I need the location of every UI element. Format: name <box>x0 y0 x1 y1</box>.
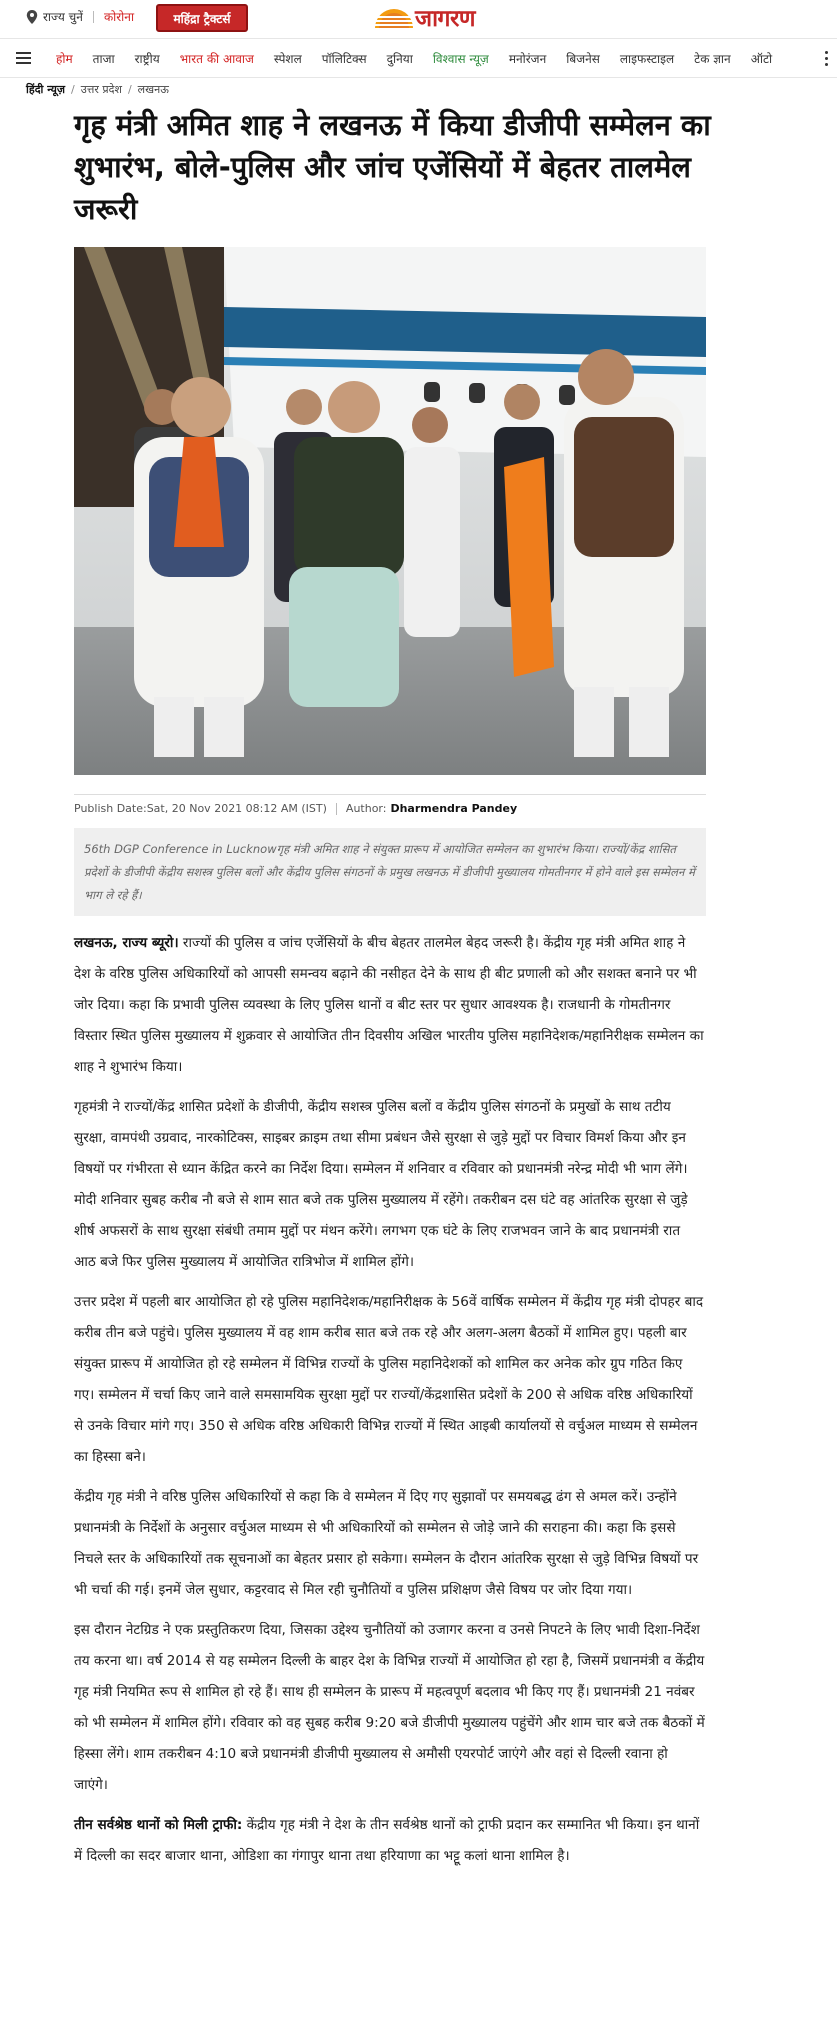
breadcrumb-item-uttar-pradesh[interactable]: उत्तर प्रदेश <box>80 83 122 96</box>
top-bar <box>0 0 837 38</box>
article-paragraph: गृहमंत्री ने राज्यों/केंद्र शासित प्रदेशों के डीजीपी, केंद्रीय सशस्त्र पुलिस बलों व केंद्रीय पुलिस संगठनों के प्रमुखों के साथ तटीय सुरक्षा, वामपंथी उग्रवाद, नारकोटिक्स, साइबर क्राइम तथा सीमा प्रबंधन जैसे सुरक्षा से जुड़े मुद्दों पर विचार विमर्श किया और इन विषयों पर गंभीरता से ध्यान केंद्रित करने का निर्देश दिया। सम्मेलन में शनिवार व रविवार को प्रधानमंत्री नरेन्द्र मोदी भी भाग लेंगे। मोदी शनिवार सुबह करीब नौ बजे से शाम सात बजे तक पुलिस मुख्यालय में रहेंगे। तकरीबन दस घंटे वह आंतरिक सुरक्षा से जुड़े शीर्ष अफसरों के साथ सुरक्षा संबंधी तमाम मुद्दों पर मंथन करेंगे। लगभग एक घंटे के लिए राजभवन जाने के बाद प्रधानमंत्री रात आठ बजे फिर पुलिस मुख्यालय में आयोजित रात्रिभोज में शामिल होंगे। <box>74 1099 688 1270</box>
article-paragraph: इस दौरान नेटग्रिड ने एक प्रस्तुतिकरण दिया, जिसका उद्देश्य चुनौतियों को उजागर करना व उनसे निपटने के लिए भावी दिशा-निर्देश तय करना था। वर्ष 2014 से यह सम्मेलन दिल्ली के बाहर देश के विभिन्न राज्यों में आयोजित हो रहा है, जिसमें प्रधानमंत्री व केंद्रीय गृह मंत्री नियमित रूप से शामिल हो रहे हैं। साथ ही सम्मेलन के प्रारूप में महत्वपूर्ण बदलाव भी किए गए हैं। प्रधानमंत्री 21 नवंबर को भी सम्मेलन में शामिल होंगे। रविवार को वह सुबह करीब 9:20 बजे डीजीपी मुख्यालय पहुंचेंगे और शाम चार बजे तक बैठकों में हिस्सा लेंगे। शाम तकरीबन 4:10 बजे प्रधानमंत्री डीजीपी मुख्यालय से अमौसी एयरपोर्ट जाएंगे और वहां से दिल्ली रवाना हो जाएंगे। <box>74 1622 705 1793</box>
publish-date: Publish Date:Sat, 20 Nov 2021 08:12 AM (IST) <box>74 802 327 815</box>
paragraph-text: राज्यों की पुलिस व जांच एजेंसियों के बीच बेहतर तालमेल बेहद जरूरी है। केंद्रीय गृह मंत्री अमित शाह ने देश के वरिष्ठ पुलिस अधिकारियों को आपसी समन्वय बढ़ाने की नसीहत देने के साथ ही बीट प्रणाली को और सशक्त बनाने पर भी जोर दिया। कहा कि प्रभावी पुलिस व्यवस्था के लिए पुलिस थानों व बीट स्तर पर सुधार आवश्यक है। राजधानी के गोमतीनगर विस्तार स्थित पुलिस मुख्यालय में शुक्रवार से आयोजित तीन दिवसीय अखिल भारतीय पुलिस महानिदेशक/महानिरीक्षक सम्मेलन का शाह ने शुभारंभ किया। <box>74 935 704 1075</box>
nav-item[interactable]: दुनिया <box>386 51 413 66</box>
corona-link[interactable]: कोरोना <box>103 10 135 24</box>
article-hero-image <box>74 247 706 775</box>
nav-item[interactable]: राष्ट्रीय <box>134 51 160 66</box>
main-nav <box>0 38 837 78</box>
paragraph-text: केंद्रीय गृह मंत्री ने देश के तीन सर्वश्रेष्ठ थानों को ट्राफी प्रदान कर सम्मानित भी किया। इन थानों में दिल्ली का सदर बाजार थाना, ओडिशा का गंगापुर थाना तथा हरियाणा का भट्टू कलां थाना शामिल है। <box>74 1817 700 1864</box>
more-options-icon[interactable] <box>815 38 837 78</box>
article-headline: गृह मंत्री अमित शाह ने लखनऊ में किया डीजीपी सम्मेलन का शुभारंभ, बोले-पुलिस और जांच एजेंसियों में बेहतर तालमेल जरूरी <box>74 108 711 226</box>
nav-item[interactable]: ऑटो <box>750 51 773 66</box>
article-paragraph <box>74 928 706 1083</box>
article-meta <box>74 802 517 815</box>
image-caption: 56th DGP Conference in Lucknowगृह मंत्री अमित शाह ने संयुक्त प्रारूप में आयोजित सम्मेलन का शुभारंभ किया। राज्यों/केंद्र शासित प्रदेशों के डीजीपी केंद्रीय सशस्त्र पुलिस बलों और केंद्रीय पुलिस संगठनों के प्रमुख लखनऊ में डीजीपी मुख्यालय गोमतीनगर में होने वाले इस सम्मेलन में भाग ले रहे हैं। <box>74 828 706 916</box>
site-logo[interactable] <box>369 2 475 32</box>
menu-icon[interactable] <box>0 38 46 78</box>
nav-item[interactable]: पॉलिटिक्स <box>321 51 367 66</box>
dateline: लखनऊ, राज्य ब्यूरो। <box>74 935 179 951</box>
divider <box>336 803 337 815</box>
author-label: Author: <box>345 802 387 815</box>
article-paragraph: उत्तर प्रदेश में पहली बार आयोजित हो रहे पुलिस महानिदेशक/महानिरीक्षक के 56वें वार्षिक सम्मेलन में केंद्रीय गृह मंत्री दोपहर बाद करीब तीन बजे पहुंचे। पुलिस मुख्यालय में वह शाम करीब सात बजे तक रहे और अलग-अलग बैठकों में शामिल हुए। पहली बार संयुक्त प्रारूप में आयोजित हो रहे सम्मेलन में विभिन्न राज्यों के पुलिस महानिदेशकों को शामिल कर अनेक कोर ग्रुप गठित किए गए। सम्मेलन में चर्चा किए जाने वाले समसामयिक सुरक्षा मुद्दों पर राज्यों/केंद्रशासित प्रदेशों के 200 से अधिक वरिष्ठ अधिकारियों से उनके विचार मांगे गए। 350 से अधिक वरिष्ठ अधिकारी विभिन्न राज्यों में स्थित आइबी कार्यालयों से वर्चुअल माध्यम से सम्मेलन का हिस्सा बने। <box>74 1294 704 1465</box>
subheading: तीन सर्वश्रेष्ठ थानों को मिली ट्राफी: <box>74 1817 243 1833</box>
location-label[interactable]: राज्य चुनें <box>43 10 83 24</box>
nav-item[interactable]: टेक ज्ञान <box>694 51 731 66</box>
article-paragraph: केंद्रीय गृह मंत्री ने वरिष्ठ पुलिस अधिकारियों से कहा कि वे सम्मेलन में दिए गए सुझावों पर समयबद्ध ढंग से अमल करें। उन्होंने प्रधानमंत्री के निर्देशों के अनुसार वर्चुअल माध्यम से भी अधिकारियों को सम्मेलन से जोड़े जाने की सराहना की। कहा कि इससे निचले स्तर के अधिकारियों तक सूचनाओं का बेहतर प्रसार हो सकेगा। सम्मेलन के दौरान आंतरिक सुरक्षा से जुड़े विभिन्न विषयों पर भी चर्चा की गई। इनमें जेल सुधार, कट्टरवाद से मिल रही चुनौतियों व पुलिस प्रशिक्षण जैसे विषय पर जोर दिया गया। <box>74 1489 699 1598</box>
nav-item[interactable]: मनोरंजन <box>508 51 547 66</box>
breadcrumb-separator: / <box>71 83 75 96</box>
author-name[interactable]: Dharmendra Pandey <box>390 802 518 815</box>
location-selector[interactable] <box>26 8 134 25</box>
sponsor-badge[interactable] <box>156 4 248 32</box>
logo-text: जागरण <box>415 5 476 32</box>
nav-items <box>46 38 815 78</box>
location-pin-icon <box>26 10 38 24</box>
nav-item[interactable]: ताजा <box>92 51 115 66</box>
divider <box>74 794 706 795</box>
nav-item[interactable]: लाइफस्टाइल <box>619 51 675 66</box>
breadcrumb <box>26 82 169 97</box>
rising-sun-icon <box>369 4 419 30</box>
breadcrumb-item-lucknow[interactable]: लखनऊ <box>137 83 169 96</box>
nav-item[interactable]: बिजनेस <box>566 51 600 66</box>
nav-item[interactable]: स्पेशल <box>273 51 302 66</box>
nav-item[interactable]: विश्वास न्यूज़ <box>432 51 489 66</box>
nav-item[interactable]: भारत की आवाज <box>179 51 254 66</box>
nav-item[interactable]: होम <box>56 51 73 66</box>
article-body <box>74 928 706 1881</box>
breadcrumb-separator: / <box>127 83 132 96</box>
divider <box>93 11 94 23</box>
article-paragraph <box>74 1810 706 1872</box>
sponsor-label: महिंद्रा ट्रैक्टर्स <box>173 11 231 26</box>
breadcrumb-item-hindi-news[interactable]: हिंदी न्यूज़ <box>26 83 65 96</box>
